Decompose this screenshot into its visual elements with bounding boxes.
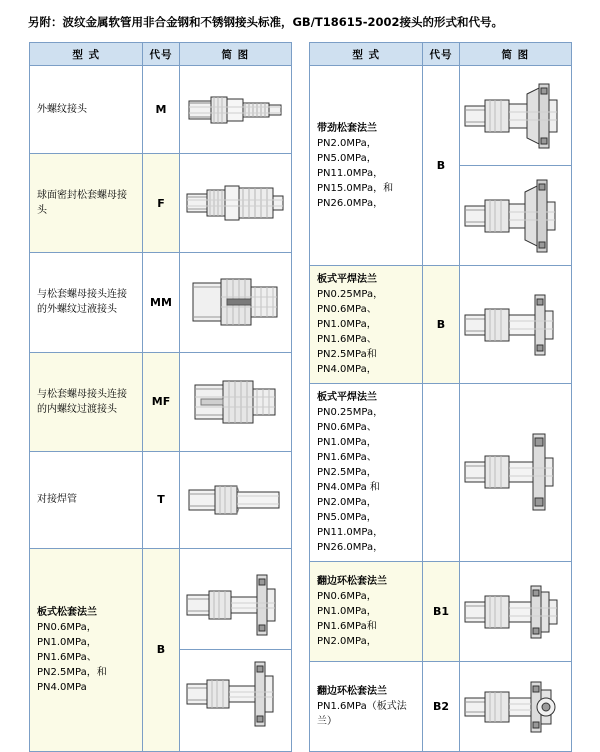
row-type [30,451,143,548]
row-type-label: 翻边环松套法兰 [317,686,387,697]
page-title: 另附：波纹金属软管用非合金钢和不锈钢接头标准，GB/T18615-2002接头的形式和代号。 [28,15,504,29]
row-type [310,662,423,752]
row-figure [179,451,291,548]
row-type-label: 球面密封松套螺母接头 [37,190,127,217]
row-type [310,562,423,662]
row-figure [459,166,571,266]
column-header-code: 代号 [423,43,459,66]
row-type [310,266,423,384]
threaded-male-connector-icon [181,79,289,141]
row-type-label: 翻边环松套法兰 [317,576,387,587]
row-type [30,352,143,451]
table-row [310,662,572,752]
table-row [30,451,292,548]
row-type [30,66,143,154]
table-header-row [310,43,572,66]
row-code: B2 [423,662,459,752]
row-type-label: 对接焊管 [37,494,77,506]
table-gutter [292,42,309,752]
row-figure [459,384,571,562]
column-header-type: 型 式 [310,43,423,66]
table-row [30,154,292,253]
column-header-figure: 简 图 [179,43,291,66]
row-figure [459,562,571,662]
row-type-label: 板式松套法兰 [37,606,97,618]
row-type-detail: PN0.25MPa，PN0.6MPa、PN1.0MPa，PN1.6MPa、PN2.5MPa，PN4.0MPa 和PN2.0MPa，PN5.0MPa，PN11.0MPa，PN26.0MPa， [317,407,384,553]
standard-tables [29,42,572,752]
column-header-figure: 简 图 [459,43,571,66]
lap-joint-flange-icon [461,566,569,658]
row-type [30,548,143,751]
row-type [30,154,143,253]
row-code: B1 [423,562,459,662]
ribbed-loose-flange-icon [461,70,569,162]
row-figure [179,253,291,352]
row-figure [179,352,291,451]
male-thread-transition-icon [181,267,289,337]
column-header-code: 代号 [143,43,179,66]
row-code: MM [143,253,179,352]
row-code: F [143,154,179,253]
row-figure [179,548,291,751]
row-type-label: 板式平焊法兰 [317,392,377,403]
table-row [310,66,572,166]
row-code: MF [143,352,179,451]
row-type [30,253,143,352]
spherical-seal-union-nut-icon [181,168,289,238]
plate-welding-flange-2-icon [461,418,569,528]
left-table [29,42,292,752]
table-row [310,562,572,662]
right-table [309,42,572,752]
row-type-detail: PN2.0MPa，PN5.0MPa，PN11.0MPa，PN15.0MPa，和PN26.0MPa， [317,137,394,209]
table-row [30,352,292,451]
butt-weld-pipe-icon [181,466,289,534]
row-code: B [423,66,459,266]
plate-loose-flange-icon-2 [181,650,289,738]
lap-joint-flange-2-icon [461,666,569,748]
row-code: B [423,266,459,384]
row-figure [459,662,571,752]
row-figure [179,66,291,154]
female-thread-transition-icon [181,367,289,437]
table-row [310,266,572,384]
row-type-detail: PN1.6MPa（板式法兰） [317,701,407,727]
row-type-detail: PN0.6MPa，PN1.0MPa，PN1.6MPa和PN2.0MPa， [317,591,377,647]
ribbed-loose-flange-icon-2 [461,170,569,262]
row-figure [179,154,291,253]
row-figure [459,66,571,166]
table-row [310,384,572,562]
plate-welding-flange-icon [461,279,569,371]
row-type-label: 板式平焊法兰 [317,274,377,285]
row-type-detail: PN0.6MPa，PN1.0MPa，PN1.6MPa、PN2.5MPa，和PN4.0MPa [37,621,107,693]
table-header-row [30,43,292,66]
row-type-label: 带劲松套法兰 [317,122,377,134]
row-type [310,384,423,562]
row-code: B [143,548,179,751]
plate-loose-flange-icon [181,561,289,649]
row-figure [459,266,571,384]
row-type-label: 与松套螺母接头连接的外螺纹过液接头 [37,289,127,316]
row-code [423,384,459,562]
row-type-label: 与松套螺母接头连接的内螺纹过渡接头 [37,388,127,415]
row-type-detail: PN0.25MPa，PN0.6MPa、PN1.0MPa，PN1.6MPa、PN2.5MPa和PN4.0MPa， [317,289,384,375]
row-code: T [143,451,179,548]
column-header-type: 型 式 [30,43,143,66]
row-type [310,66,423,266]
row-type-label: 外螺纹接头 [37,104,87,115]
row-code: M [143,66,179,154]
table-row [30,66,292,154]
table-row [30,253,292,352]
table-row [30,548,292,751]
